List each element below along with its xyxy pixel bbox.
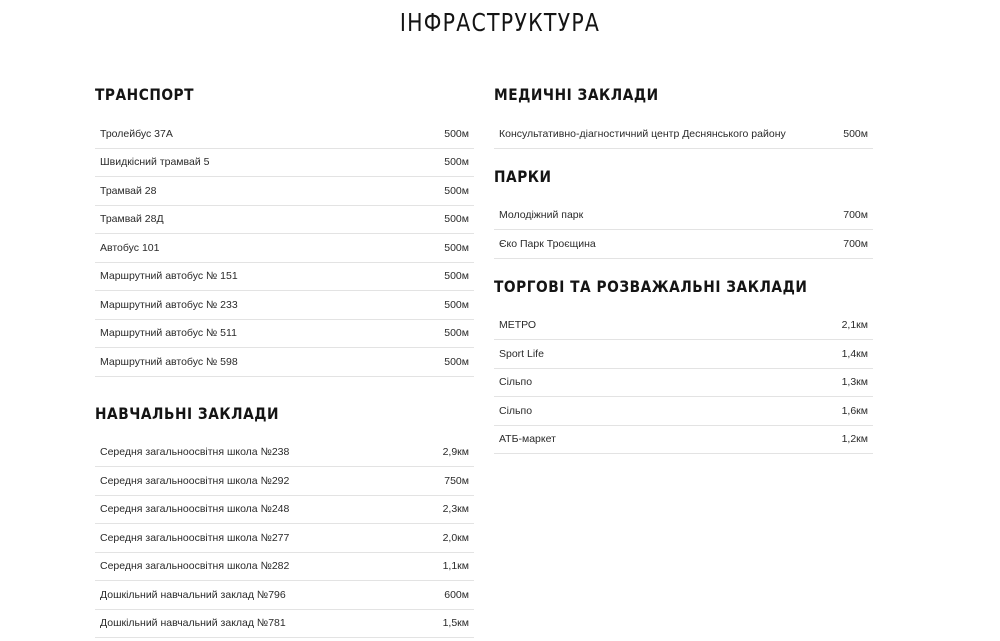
list [95,120,474,377]
item-distance: 1,5км [442,617,469,630]
item-name: Трамвай 28 [100,184,157,197]
item-distance: 500м [444,213,469,226]
item-name: Єко Парк Троєщина [499,237,596,250]
item-distance: 1,6км [841,404,868,417]
item-name: Швидкісний трамвай 5 [100,156,210,169]
item-name: Консультативно-діагностичний центр Деснянського району [499,127,786,140]
item-name: Середня загальноосвітня школа №292 [100,474,290,487]
item-distance: 500м [444,241,469,254]
right-column [494,84,873,454]
page-title: ІНФРАСТРУКТУРА [399,8,601,37]
section-title: НАВЧАЛЬНІ ЗАКЛАДИ [95,403,280,423]
item-name: Дошкільний навчальний заклад №781 [100,617,286,630]
list-item [95,291,474,320]
item-distance: 1,3км [841,376,868,389]
list-item [494,120,873,149]
item-distance: 500м [444,298,469,311]
item-distance: 500м [444,355,469,368]
list [494,312,873,455]
section-title: МЕДИЧНІ ЗАКЛАДИ [494,85,659,104]
item-name: АТБ-маркет [499,433,556,446]
list-item [494,397,873,426]
item-distance: 2,3км [442,503,469,516]
item-distance: 500м [444,327,469,340]
list-item [95,234,474,263]
list-item [95,439,474,468]
item-distance: 500м [444,184,469,197]
list-item [494,340,873,369]
item-name: Sport Life [499,347,544,360]
list-item [95,610,474,639]
item-name: Середня загальноосвітня школа №282 [100,560,290,573]
item-name: Тролейбус 37А [100,127,173,140]
list-item [494,369,873,398]
list-item [95,348,474,377]
item-name: Дошкільний навчальний заклад №796 [100,588,286,601]
item-distance: 2,0км [442,531,469,544]
item-distance: 1,4км [841,347,868,360]
list-item [95,149,474,178]
section-transport [95,84,474,377]
item-distance: 750м [444,474,469,487]
section-title: ПАРКИ [494,166,552,186]
item-name: Середня загальноосвітня школа №277 [100,531,290,544]
section-parks [494,166,873,259]
list-item [95,206,474,235]
item-distance: 700м [843,237,868,250]
section-shopping [494,276,873,455]
section-education [95,403,474,639]
list-item [95,467,474,496]
item-name: Сільпо [499,404,533,417]
item-name: Молодіжний парк [499,209,584,222]
item-distance: 1,1км [442,560,469,573]
list-item [494,426,873,455]
left-column [95,84,474,638]
list-item [95,553,474,582]
list-item [95,320,474,349]
list-item [95,263,474,292]
item-distance: 500м [444,270,469,283]
list-item [95,120,474,149]
list [494,202,873,259]
item-name: Трамвай 28Д [100,213,164,226]
section-title: ТРАНСПОРТ [95,85,195,104]
list-item [95,524,474,553]
list-item [95,581,474,610]
item-name: Маршрутний автобус № 233 [100,298,238,311]
item-name: Маршрутний автобус № 511 [100,327,237,340]
item-name: Автобус 101 [100,241,160,254]
item-distance: 2,9км [442,446,469,459]
list [494,120,873,149]
item-distance: 700м [843,209,868,222]
item-distance: 500м [444,127,469,140]
item-name: Маршрутний автобус № 598 [100,355,238,368]
list-item [494,202,873,231]
section-title: ТОРГОВІ ТА РОЗВАЖАЛЬНІ ЗАКЛАДИ [494,276,808,296]
list-item [95,177,474,206]
item-name: Сільпо [499,376,533,389]
list [95,439,474,639]
item-distance: 500м [843,127,868,140]
item-name: Середня загальноосвітня школа №238 [100,446,290,459]
item-distance: 600м [444,588,469,601]
item-name: МЕТРО [499,319,537,332]
item-distance: 1,2км [841,433,868,446]
list-item [494,312,873,341]
item-name: Середня загальноосвітня школа №248 [100,503,290,516]
list-item [95,496,474,525]
item-distance: 2,1км [841,319,868,332]
item-name: Маршрутний автобус № 151 [100,270,238,283]
item-distance: 500м [444,156,469,169]
list-item [494,230,873,259]
section-medical [494,84,873,149]
